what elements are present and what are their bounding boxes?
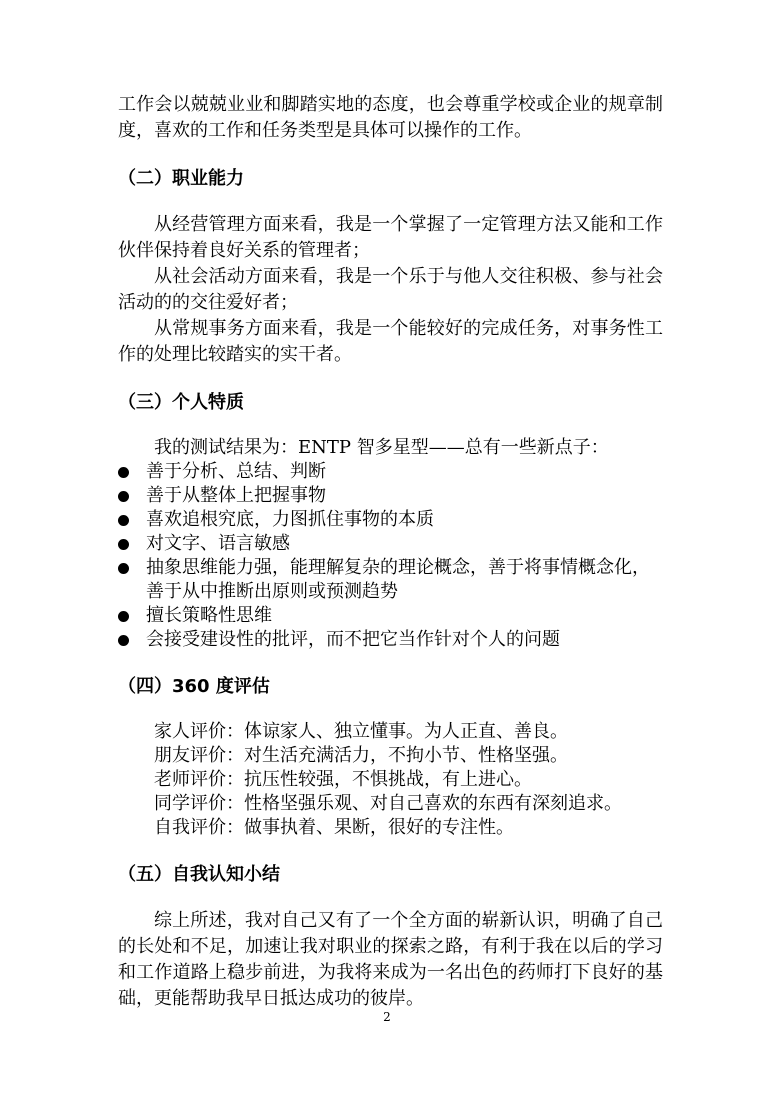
list-item — [118, 460, 663, 484]
list-item-text: 擅长策略性思维 — [146, 605, 272, 626]
list-item — [118, 508, 663, 532]
section-heading-self-summary: （五）自我认知小结 — [118, 864, 280, 885]
list-item — [118, 556, 663, 604]
evaluation-line: 同学评价：性格坚强乐观、对自己喜欢的东西有深刻追求。 — [154, 793, 622, 814]
summary-paragraph: 综上所述，我对自己又有了一个全方面的崭新认识，明确了自己的长处和不足，加速让我对职业的探索之路，有利于我在以后的学习和工作道路上稳步前进，为我将来成为一名出色的药师打下良好的基础，更能帮助我早日抵达成功的彼岸。 — [118, 910, 663, 1009]
traits-lead: 我的测试结果为：ENTP 智多星型——总有一些新点子： — [154, 437, 609, 458]
list-item-text: 善于分析、总结、判断 — [146, 461, 326, 482]
intro-paragraph: 工作会以兢兢业业和脚踏实地的态度，也会尊重学校或企业的规章制度，喜欢的工作和任务类型是具体可以操作的工作。 — [118, 94, 663, 141]
list-item — [118, 628, 663, 652]
list-item-text: 抽象思维能力强，能理解复杂的理论概念，善于将事情概念化，善于从中推断出原则或预测趋势 — [146, 557, 650, 602]
list-item-text: 喜欢追根究底，力图抓住事物的本质 — [146, 509, 434, 530]
evaluation-line: 老师评价：抗压性较强，不惧挑战，有上进心。 — [154, 769, 532, 790]
bullet-icon — [118, 515, 129, 526]
paragraph: 从经营管理方面来看，我是一个掌握了一定管理方法又能和工作伙伴保持着良好关系的管理者； — [118, 214, 663, 261]
list-item — [118, 604, 663, 628]
evaluation-line: 家人评价：体谅家人、独立懂事。为人正直、善良。 — [154, 721, 568, 742]
bullet-icon — [118, 539, 129, 550]
document-page — [118, 92, 663, 1012]
career-ability-body — [118, 212, 663, 368]
bullet-icon — [118, 467, 129, 478]
bullet-icon — [118, 635, 129, 646]
section-heading-career-ability: （二）职业能力 — [118, 168, 244, 189]
paragraph: 从常规事务方面来看，我是一个能较好的完成任务，对事务性工作的处理比较踏实的实干者。 — [118, 318, 663, 365]
list-item-text: 对文字、语言敏感 — [146, 533, 290, 554]
list-item — [118, 532, 663, 556]
bullet-icon — [118, 491, 129, 502]
evaluation-line: 朋友评价：对生活充满活力，不拘小节、性格坚强。 — [154, 745, 568, 766]
paragraph: 从社会活动方面来看，我是一个乐于与他人交往积极、参与社会活动的的交往爱好者； — [118, 266, 663, 313]
list-item-text: 会接受建设性的批评，而不把它当作针对个人的问题 — [146, 629, 560, 650]
section-heading-personal-traits: （三）个人特质 — [118, 392, 244, 413]
page-number: 2 — [383, 1010, 391, 1024]
evaluation-line: 自我评价：做事执着、果断，很好的专注性。 — [154, 817, 514, 838]
traits-list — [118, 460, 663, 652]
bullet-icon — [118, 611, 129, 622]
section-heading-360-evaluation: （四）360 度评估 — [118, 676, 270, 697]
list-item — [118, 484, 663, 508]
bullet-icon — [118, 563, 129, 574]
list-item-text: 善于从整体上把握事物 — [146, 485, 326, 506]
evaluation-lines — [118, 720, 663, 840]
